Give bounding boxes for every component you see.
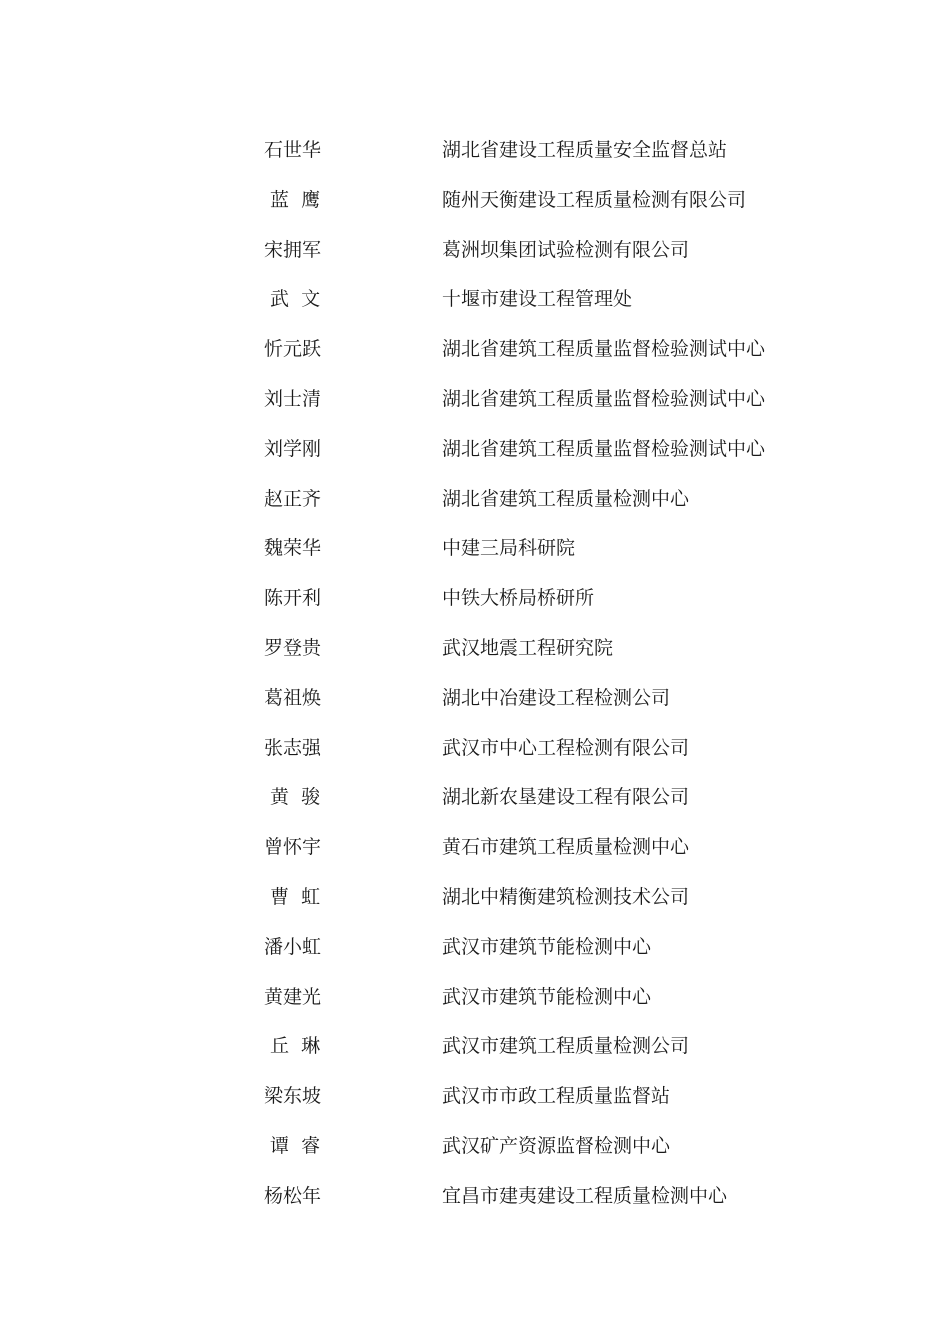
person-name: 武 文 xyxy=(264,288,321,311)
person-name: 张志强 xyxy=(264,736,322,759)
person-name: 宋拥军 xyxy=(264,238,322,261)
organization-name: 武汉市建筑工程质量检测公司 xyxy=(442,1035,690,1058)
person-name: 葛祖焕 xyxy=(264,686,322,709)
organization-name: 武汉市市政工程质量监督站 xyxy=(442,1085,671,1108)
person-name: 谭 睿 xyxy=(264,1134,321,1157)
list-item xyxy=(0,281,950,331)
list-item xyxy=(0,381,950,431)
organization-name: 湖北中精衡建筑检测技术公司 xyxy=(442,885,690,908)
list-item xyxy=(0,232,950,282)
organization-name: 湖北省建设工程质量安全监督总站 xyxy=(442,139,728,161)
organization-name: 中建三局科研院 xyxy=(442,537,576,560)
organization-name: 武汉市中心工程检测有限公司 xyxy=(442,736,690,759)
list-item xyxy=(0,182,950,232)
list-item xyxy=(0,730,950,780)
list-item xyxy=(0,979,950,1029)
person-name: 黄 骏 xyxy=(264,786,321,809)
list-item xyxy=(0,331,950,381)
organization-name: 中铁大桥局桥研所 xyxy=(442,587,595,610)
person-name: 梁东坡 xyxy=(264,1085,322,1108)
list-item xyxy=(0,829,950,879)
person-name: 曹 虹 xyxy=(264,885,321,908)
list-item xyxy=(0,1028,950,1078)
list-item xyxy=(0,630,950,680)
list-item xyxy=(0,879,950,929)
organization-name: 武汉市建筑节能检测中心 xyxy=(442,935,652,958)
list-item xyxy=(0,132,950,182)
list-item xyxy=(0,481,950,531)
person-name: 丘 琳 xyxy=(264,1035,321,1058)
organization-name: 湖北中冶建设工程检测公司 xyxy=(442,686,671,709)
person-name: 魏荣华 xyxy=(264,537,322,560)
organization-name: 十堰市建设工程管理处 xyxy=(442,288,633,311)
organization-name: 湖北省建筑工程质量监督检验测试中心 xyxy=(442,437,766,460)
list-item xyxy=(0,1178,950,1228)
list-item xyxy=(0,779,950,829)
person-name: 陈开利 xyxy=(264,587,322,610)
list-item xyxy=(0,1128,950,1178)
organization-name: 宜昌市建夷建设工程质量检测中心 xyxy=(442,1184,728,1207)
person-name: 曾怀宇 xyxy=(264,836,322,859)
organization-name: 随州天衡建设工程质量检测有限公司 xyxy=(442,188,747,211)
organization-name: 葛洲坝集团试验检测有限公司 xyxy=(442,238,690,261)
list-item xyxy=(0,1078,950,1128)
organization-name: 武汉市建筑节能检测中心 xyxy=(442,985,652,1008)
person-name: 刘学刚 xyxy=(264,437,322,460)
person-name: 黄建光 xyxy=(264,985,322,1008)
person-name: 刘士清 xyxy=(264,387,322,410)
organization-name: 武汉矿产资源监督检测中心 xyxy=(442,1134,671,1157)
list-item xyxy=(0,580,950,630)
person-name: 忻元跃 xyxy=(264,338,322,361)
list-item xyxy=(0,530,950,580)
person-name: 杨松年 xyxy=(264,1184,322,1207)
person-name: 赵正齐 xyxy=(264,487,322,510)
organization-name: 湖北省建筑工程质量监督检验测试中心 xyxy=(442,387,766,410)
organization-name: 湖北省建筑工程质量监督检验测试中心 xyxy=(442,338,766,361)
list-item xyxy=(0,929,950,979)
list-item xyxy=(0,680,950,730)
organization-name: 湖北省建筑工程质量检测中心 xyxy=(442,487,690,510)
organization-name: 黄石市建筑工程质量检测中心 xyxy=(442,836,690,859)
organization-name: 湖北新农垦建设工程有限公司 xyxy=(442,786,690,809)
person-name: 罗登贵 xyxy=(264,636,322,659)
list-item xyxy=(0,431,950,481)
person-name: 石世华 xyxy=(264,139,322,161)
person-name: 蓝 鹰 xyxy=(264,188,321,211)
person-name: 潘小虹 xyxy=(264,935,322,958)
member-list xyxy=(0,132,950,1228)
organization-name: 武汉地震工程研究院 xyxy=(442,636,614,659)
